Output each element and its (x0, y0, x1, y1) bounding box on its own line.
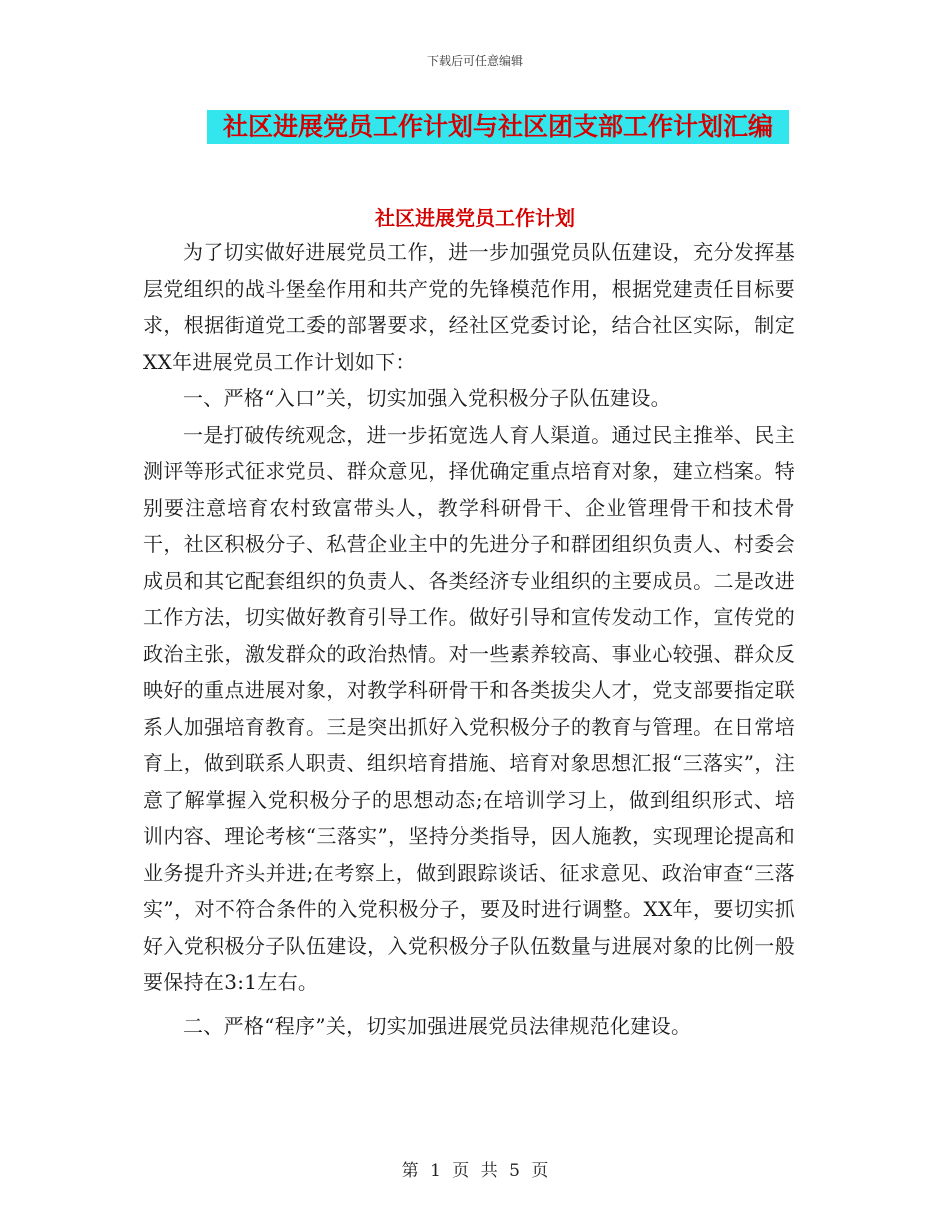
document-main-title: 社区进展党员工作计划与社区团支部工作计划汇编 (207, 110, 789, 144)
paragraph-heading-1: 一、严格“入口”关，切实加强入党积极分子队伍建设。 (183, 386, 671, 410)
document-body (143, 216, 795, 1044)
paragraph-heading-2: 二、严格“程序”关，切实加强进展党员法律规范化建设。 (183, 1013, 692, 1038)
section-title: 社区进展党员工作计划 (375, 206, 575, 230)
paragraph-intro: 为了切实做好进展党员工作，进一步加强党员队伍建设，充分发挥基层党组织的战斗堡垒作用和共产党的先锋模范作用，根据党建责任目标要求，根据街道党工委的部署要求，经社区党委讨论，结合社区实际，制定XX年进展党员工作计划如下： (143, 240, 795, 374)
paragraph-body-1: 一是打破传统观念，进一步拓宽选人育人渠道。通过民主推举、民主测评等形式征求党员、群众意见，择优确定重点培育对象，建立档案。特别要注意培育农村致富带头人，教学科研骨干、企业管理骨干和技术骨干，社区积极分子、私营企业主中的先进分子和群团组织负责人、村委会成员和其它配套组织的负责人、各类经济专业组织的主要成员。二是改进工作方法，切实做好教育引导工作。做好引导和宣传发动工作，宣传党的政治主张，激发群众的政治热情。对一些素养较高、事业心较强、群众反映好的重点进展对象，对教学科研骨干和各类拔尖人才，党支部要指定联系人加强培育教育。三是突出抓好入党积极分子的教育与管理。在日常培育上，做到联系人职责、组织培育措施、培育对象思想汇报“三落实”，注意了解掌握入党积极分子的思想动态;在培训学习上，做到组织形式、培训内容、理论考核“三落实”，坚持分类指导，因人施教，实现理论提高和业务提升齐头并进;在考察上，做到跟踪谈话、征求意见、政治审查“三落实”，对不符合条件的入党积极分子，要及时进行调整。XX年，要切实抓好入党积极分子队伍建设，入党积极分子队伍数量与进展对象的比例一般要保持在3:1左右。 (143, 422, 795, 994)
page-number-footer: 第 1 页 共 5 页 (401, 1161, 549, 1181)
header-note: 下载后可任意编辑 (426, 54, 523, 68)
